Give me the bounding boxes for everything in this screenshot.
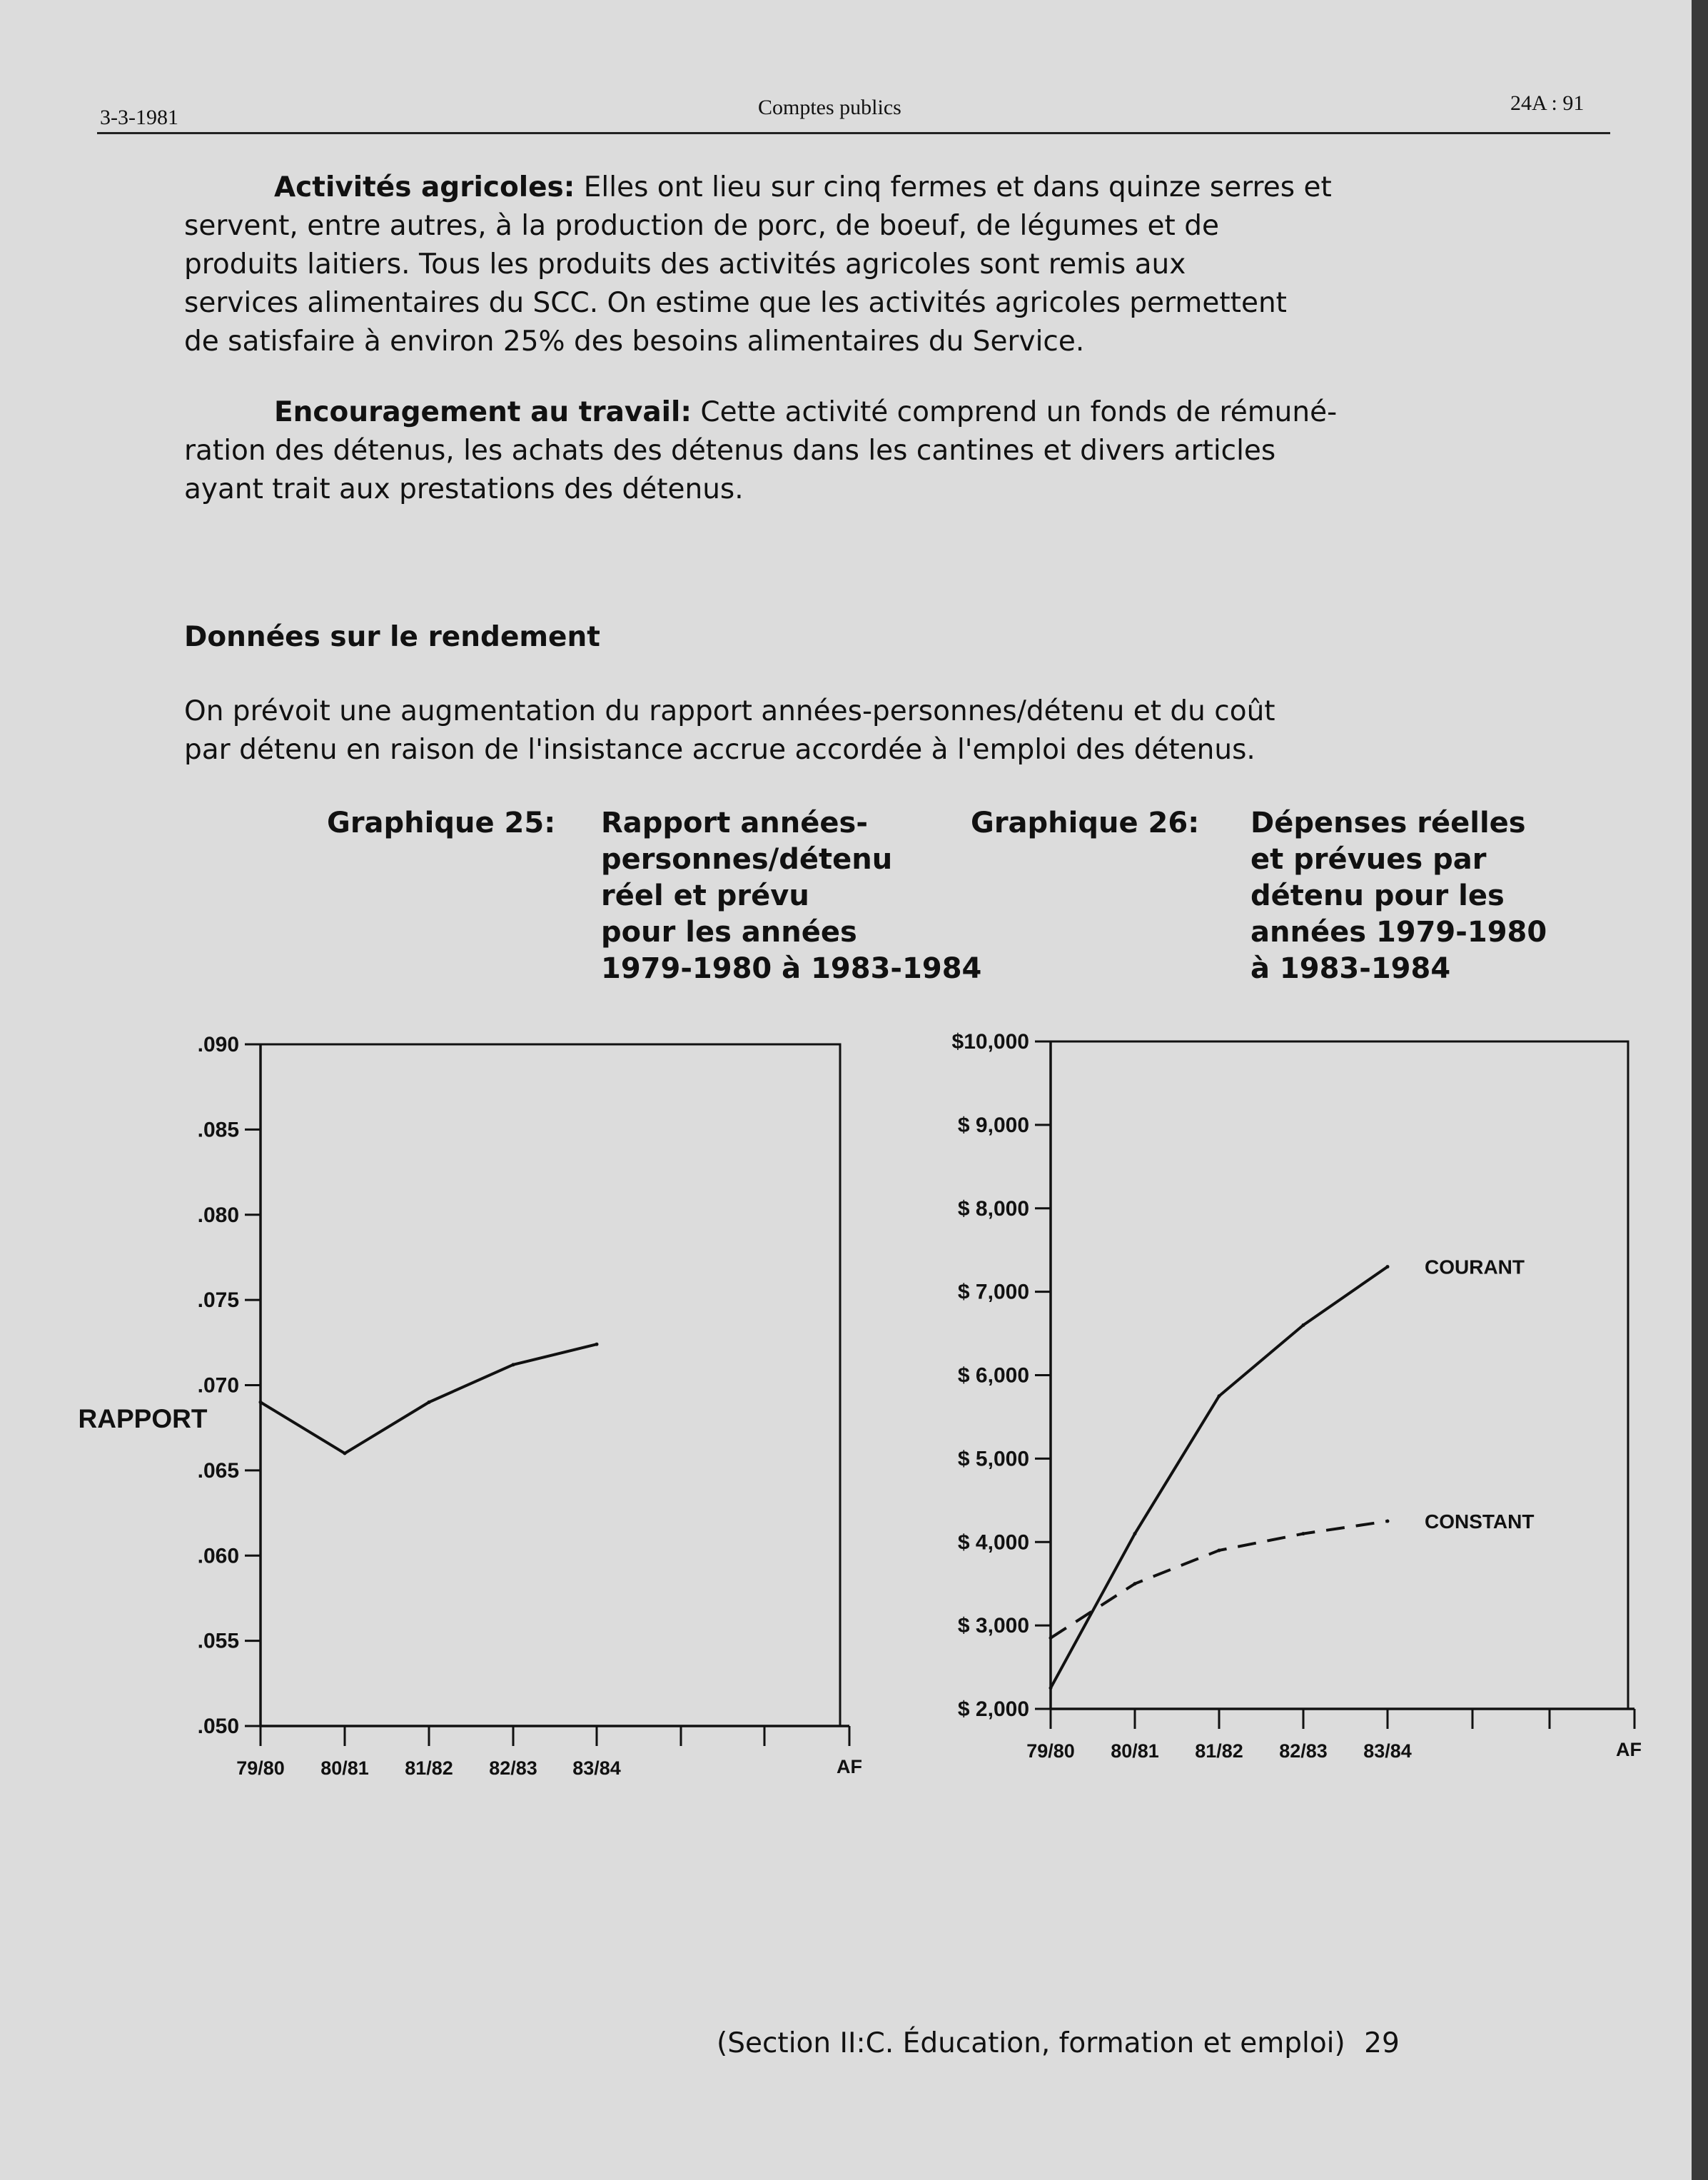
chart26-y-tick-label: $ 5,000: [957, 1447, 1029, 1471]
chart26-point-constant: [1302, 1532, 1305, 1535]
chart25-y-tick-label: .085: [197, 1118, 239, 1142]
chart25-title-line: pour les années: [601, 916, 857, 949]
chart26-point-constant: [1133, 1582, 1137, 1585]
chart25-plot: [79, 1033, 862, 1779]
header-date: 3-3-1981: [100, 106, 178, 129]
chart26-title-line: détenu pour les: [1250, 879, 1505, 912]
chart26-legend-constant: CONSTANT: [1425, 1510, 1535, 1533]
chart25-y-tick-label: .080: [197, 1203, 239, 1227]
chart26-x-axis-label: AF: [1616, 1739, 1642, 1760]
chart25-y-tick-label: .070: [197, 1373, 239, 1398]
chart25-point-series: [343, 1452, 347, 1455]
chart26-y-tick-label: $ 6,000: [957, 1363, 1029, 1388]
chart26-point-constant: [1386, 1520, 1390, 1523]
chart25-point-series: [428, 1401, 431, 1404]
chart25-x-tick-label: 81/82: [405, 1757, 453, 1779]
chart26-point-constant: [1049, 1636, 1053, 1640]
chart26-title-line: Dépenses réelles: [1250, 807, 1526, 839]
chart25-point-series: [512, 1363, 515, 1366]
p3-line-1: par détenu en raison de l'insistance accrue accordée à l'emploi des détenus.: [184, 734, 1255, 766]
chart26-legend-courant: COURANT: [1425, 1256, 1525, 1278]
p2-line-2: ayant trait aux prestations des détenus.: [184, 473, 744, 505]
p3-line-0: On prévoit une augmentation du rapport années-personnes/détenu et du coût: [184, 695, 1275, 727]
chart26-title-line: et prévues par: [1250, 843, 1487, 876]
chart26-point-courant: [1049, 1686, 1053, 1690]
chart26-point-constant: [1218, 1548, 1221, 1552]
chart25-title-line: 1979-1980 à 1983-1984: [601, 952, 982, 985]
chart26-x-tick-label: 79/80: [1026, 1740, 1075, 1762]
chart25-y-tick-label: .090: [197, 1033, 239, 1056]
chart26-line-courant: [1051, 1267, 1388, 1688]
p1-line-1: servent, entre autres, à la production de porc, de boeuf, de légumes et de: [184, 210, 1219, 242]
p1-line-2: produits laitiers. Tous les produits des activités agricoles sont remis aux: [184, 248, 1186, 281]
chart25-title-line: réel et prévu: [601, 879, 809, 912]
footer-text: (Section II:C. Éducation, formation et emploi): [717, 2027, 1345, 2059]
scan-edge: [1692, 0, 1708, 2180]
chart25-point-series: [259, 1401, 263, 1404]
p2-line-0: Cette activité comprend un fonds de rémuné-: [700, 396, 1338, 428]
chart25-y-axis-label: RAPPORT: [78, 1404, 208, 1433]
chart26-line-constant: [1051, 1521, 1388, 1638]
chart26-point-courant: [1386, 1265, 1390, 1268]
chart25-y-tick-label: .075: [197, 1288, 239, 1313]
chart26-point-courant: [1133, 1532, 1137, 1535]
chart25-x-tick-label: 82/83: [489, 1757, 537, 1779]
chart26-x-tick-label: 83/84: [1363, 1740, 1412, 1762]
section-heading: Données sur le rendement: [184, 621, 600, 653]
chart25-y-tick-label: .065: [197, 1458, 239, 1483]
chart26-y-tick-label: $ 7,000: [957, 1280, 1029, 1304]
chart25-y-tick-label: .055: [197, 1629, 239, 1653]
chart26-point-courant: [1302, 1323, 1305, 1327]
header-title: Comptes publics: [758, 96, 901, 119]
chart26-y-tick-label: $ 2,000: [957, 1697, 1029, 1721]
chart26-x-tick-label: 80/81: [1111, 1740, 1159, 1762]
paragraph-work-incentive-term: Encouragement au travail:: [274, 396, 692, 428]
chart25-x-axis-label: AF: [837, 1756, 862, 1777]
chart25-point-series: [595, 1343, 599, 1346]
p2-line-1: ration des détenus, les achats des détenus dans les cantines et divers articles: [184, 435, 1276, 467]
chart25-y-tick-label: .050: [197, 1715, 239, 1738]
chart25-line-series: [261, 1344, 597, 1453]
chart25-title-line: personnes/détenu: [601, 843, 893, 876]
p1-line-0: Elles ont lieu sur cinq fermes et dans quinze serres et: [583, 171, 1332, 203]
chart25-title-line: Rapport années-: [601, 807, 868, 839]
chart26-label: Graphique 26:: [971, 807, 1200, 839]
chart25-label: Graphique 25:: [327, 807, 556, 839]
p1-line-4: de satisfaire à environ 25% des besoins alimentaires du Service.: [184, 326, 1085, 358]
chart25-x-tick-label: 79/80: [236, 1757, 285, 1779]
p1-line-3: services alimentaires du SCC. On estime que les activités agricoles permettent: [184, 287, 1287, 319]
chart26-y-tick-label: $ 3,000: [957, 1614, 1029, 1638]
chart26-y-tick-label: $ 8,000: [957, 1196, 1029, 1221]
chart25-y-tick-label: .060: [197, 1544, 239, 1568]
chart26-title-line: années 1979-1980: [1250, 916, 1547, 949]
chart26-x-tick-label: 81/82: [1195, 1740, 1243, 1762]
chart26-y-tick-label: $10,000: [951, 1030, 1029, 1054]
footer: [717, 2027, 1400, 2059]
chart26-point-courant: [1218, 1394, 1221, 1398]
chart25-x-tick-label: 80/81: [320, 1757, 369, 1779]
chart25-frame: [261, 1044, 840, 1726]
chart26-title-line: à 1983-1984: [1250, 952, 1451, 985]
chart26-x-tick-label: 82/83: [1279, 1740, 1328, 1762]
footer-page-number: 29: [1364, 2027, 1400, 2059]
chart26-frame: [1051, 1041, 1628, 1709]
header-page-ref: 24A : 91: [1510, 91, 1585, 115]
chart25-x-tick-label: 83/84: [572, 1757, 621, 1779]
chart26-y-tick-label: $ 9,000: [957, 1113, 1029, 1137]
paragraph-agricultural-term: Activités agricoles:: [274, 171, 575, 203]
chart26-y-tick-label: $ 4,000: [957, 1530, 1029, 1555]
chart26-plot: [952, 1030, 1642, 1762]
